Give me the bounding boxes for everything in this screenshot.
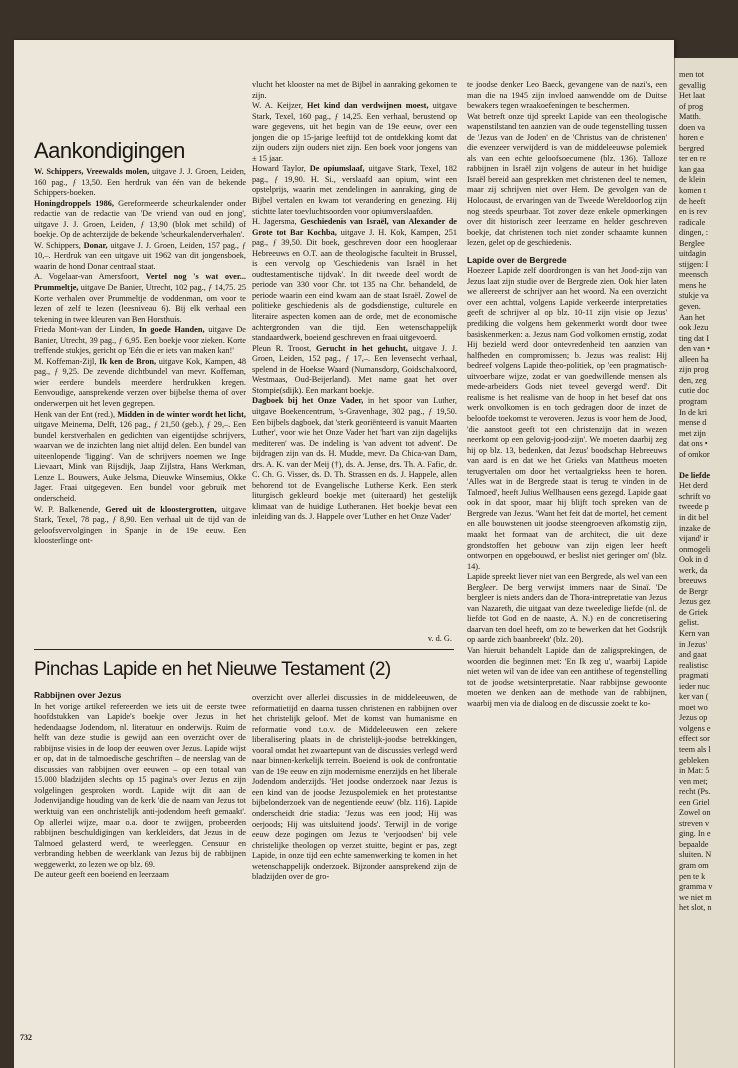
text-fragment: of omkor <box>679 449 710 459</box>
text-fragment: in Mat: 5 <box>679 766 710 776</box>
paragraph: A. Vogelaar-van Amersfoort, Vertel nog 's wat over... Prummeltje, uitgave De Banier, Utrecht, 102 pag., ƒ 14,75. 25 Korte verhalen over Prummeltje de voddenman, om voor te lezen of zelf te lezen (leesniveau 6). Bij elk verhaal een tekening in twee kleuren van Ben Horsthuis. <box>34 272 246 324</box>
paragraph: Howard Taylor, De opiumslaaf, uitgave Stark, Texel, 182 pag., ƒ 19,90. H. Si., verslaafd aan opium, wint een opstelprijs, waarin met zendelingen in aanraking, ging de Bijbel vertalen en kwam tot verandering en genezing. Hij stichtte later toevluchtsoorden voor opiumverslaafden. <box>252 164 457 216</box>
paragraph: Wat betreft onze tijd spreekt Lapide van een theologische wapenstilstand ten aanzien van de oude tegenstelling tussen de 'Jezus van de Joden' en de 'Christus van de christenen' die evenzeer verwijderd is van de middeleeuwse polemiek als van een echte geloofsoecumene (blz. 136). Talloze rabbijnen in Israël zijn volgens de auteur in het huidige Israël bereid aan gesprekken met christenen deel te nemen, maar zij schrijven niet over Hem. De gevolgen van de Holocaust, de ervaringen van de Tweede Wereldoorlog zijn nog steeds speurbaar. Tot zover deze enkele opmerkingen over dit historisch zeer leerzame en helder geschreven boekje, dat christenen toch niet zonder schaamte kunnen lezen, gelet op de geschiedenis. <box>467 111 667 248</box>
text-fragment: ven met; <box>679 776 708 786</box>
paragraph: Dagboek bij het Onze Vader, in het spoor van Luther, uitgave Boekencentrum, 's-Gravenhage, 302 pag., ƒ 19,50. Een bijbels dagboek, dat 'sterk georiënteerd is vanuit Maarten Luther', voor wie het Onze Vader het 'hart van zijn dagelijks mediteren' was. De indeling is 'van advent tot advent'. De bijdragen zijn van ds. H. Mudde, mevr. Da Chica-van Dam, drs. A. K. van der Meij (†), ds. A. Jense, drs. Th. A. Fafic, dr. C. Ch. G. Visser, ds. D. Th. Strassen en ds. J. Happele, allen behorend tot de Evangelische Lutherse Kerk. Een sterk liturgisch gekleurd boekje met (uiteraard) het gestelijk klimaat van de huidige Lutheranen. Het boekje bevat een inleiding van ds. J. Happele over 'Luther en het Onze Vader' <box>252 396 457 522</box>
subheading: Lapide over de Bergrede <box>467 254 567 265</box>
article-column-2 <box>252 693 457 1053</box>
text-fragment: ting dat I <box>679 333 709 343</box>
text-fragment: gebleken <box>679 755 709 765</box>
text-fragment: mens he <box>679 280 707 290</box>
text-fragment: cutie doc <box>679 386 710 396</box>
text-fragment: gramma v <box>679 882 713 892</box>
text-fragment: sluiten. N <box>679 850 712 860</box>
announcements-column-2 <box>252 80 457 640</box>
text-fragment: men tot <box>679 70 705 79</box>
text-fragment: tweede p <box>679 502 709 512</box>
magazine-page <box>14 40 674 1068</box>
text-fragment: De liefde <box>679 470 711 480</box>
text-fragment: werk, da <box>679 565 708 575</box>
text-fragment: Ook in d <box>679 555 709 565</box>
text-fragment: Jezus gez <box>679 597 711 607</box>
text-fragment: de klein <box>679 175 706 185</box>
text-fragment: meensch <box>679 270 709 280</box>
text-fragment: pragmati <box>679 671 709 681</box>
page-number: 732 <box>20 1033 32 1042</box>
paragraph: Pleun R. Troost, Gerucht in het gehucht, uitgave J. J. Groen, Leiden, 152 pag., ƒ 17,–. Een levensecht verhaal, spelend in de Hoekse Waard (Numansdorp, Goidschalxoord, Westmaas, Oud-Beijerland). Met name gaat het over Stompie(sdijk). Een markant boekje. <box>252 343 457 395</box>
text-fragment: Kern van <box>679 628 710 638</box>
next-page-edge <box>674 58 738 1068</box>
text-fragment: horen e <box>679 133 704 143</box>
paragraph: overzicht over allerlei discussies in de middeleeuwen, de reformatietijd en daarna tussen christenen en rabbijnen over het christelijk geloof. Met de komst van humanisme en reformatie vond t.o.v. de Middeleeuwen een zekere liberalisering plaats in de christelijk-joodse betrekkingen, vooral omdat het zwaartepunt van de discussies verlegd werd naar binnen-kerkelijk terrein. Boeiend is ook de confrontatie van de 19e eeuw en zijn modernisme enerzijds en het liberale Jodendom anderzijds. 'Het joodse onderzoek naar Jezus is een kind van de joodse Jezuspolemiek en het protestantse bijbelonderzoek van de negentiende eeuw' (blz. 116). Lapide onderscheidt drie stadia: 'Jezus was een jood; Hij was oerjoods; Hij was uitsluitend joods'. Terwijl in de vorige eeuw deze pogingen om Jezus te 'verjoodsen' bij vele christelijke theologen op verzet stuitte, begint er pas, zegt Lapide, in onze tijd een echte samenwerking te komen in het wetenschappelijk onderzoek. Bijzonder aansprekend zijn de bladzijden over de gro- <box>252 693 457 882</box>
text-fragment: Het laat <box>679 91 706 101</box>
text-fragment: Aan het <box>679 312 706 322</box>
text-fragment: uitdagin <box>679 249 707 259</box>
text-fragment: schrift vo <box>679 491 711 501</box>
text-fragment: inzake de <box>679 523 711 533</box>
paragraph: In het vorige artikel refereerden we iets uit de eerste twee hoofdstukken van Lapide's boekje over Jezus in het hedendaagse Jodendom, nl. literatuur en onderwijs. Ruim de helft van deze studie is gewijd aan een overzicht over de rabbijnse visies in de loop der eeuwen over Jezus. Lapide wijst er op, dat in de talmoedische geschriften – de neerslag van de discussies van rabbijnen over eeuwen – op een totaal van 15.000 bladzijden slechts op 15 pagina's over Jezus en zijn volgelingen gesproken wordt. Lapide wijt dit aan de Jodenvijandige houding van de kerk 'die de naam van Jezus tot werktuig van een onchristelijk anti-jodendom heeft gemaakt'. Op allerlei wijze, maar o.a. door te zwijgen, probeerden rabbijnen beschuldigingen van kerkleiders, dat Jezus in de Talmoed gelasterd werd, te weerleggen. Censuur en verbranding hebben de weerklank van Jezus bij de rabbijnen weggewerkt, zo lezen we op blz. 69. <box>34 701 246 869</box>
text-fragment: ter en re <box>679 154 707 164</box>
paragraph: Van hieruit behandelt Lapide dan de zaligsprekingen, de woorden die beginnen met: 'En Ik zeg u', waarbij Lapide niet weten wil van de idee van een antithese of tegenstelling tot de joodse wetsinterpretatie. Naar rabbijnse gewoonte moeten we denken aan de methode van de rabbijnen, waarbij men via de dialoog en de discussie zoekt te ko- <box>467 645 667 708</box>
signature: v. d. G. <box>427 634 452 643</box>
text-fragment: Matth. <box>679 112 701 122</box>
text-fragment: doen va <box>679 122 706 132</box>
paragraph: De auteur geeft een boeiend en leerzaam <box>34 870 169 880</box>
paragraph: H. Jagersma, Geschiedenis van Israël, van Alexander de Grote tot Bar Kochba, uitgave J. H. Kok, Kampen, 251 pag., ƒ 39,50. Dit boek, geschreven door een hoogleraar Hebreeuws en O.T. aan de theologische faculteit in Brussel, is een vervolg op 'Geschiedenis van Israël in het oudtestamentische tijdvak'. In dit tweede deel wordt de periode van 330 voor Chr. tot 135 na Chr. behandeld, de periode waarin een eind kwam aan de staat Israël. Zowel de politieke geschiedenis als de godsdienstige, culturele en literaire aspecten komen aan de orde, met de economische achtergronden van die tijd. Een wetenschappelijk standaardwerk, boeiend geschreven en fraai uitgevoerd. <box>252 217 457 343</box>
article-title: Pinchas Lapide en het Nieuwe Testament (2) <box>34 659 391 680</box>
text-fragment: in dit bel <box>679 512 709 522</box>
paragraph: vlucht het klooster na met de Bijbel in aanraking gekomen te zijn. <box>252 80 457 100</box>
paragraph: W. P. Balkenende, Gered uit de kloostergrotten, uitgave Stark, Texel, 78 pag., ƒ 8,90. Een verhaal uit de tijd van de geloofsvervolgingen in Spanje in de 19e eeuw. Een kloosterlinge ont- <box>34 504 246 546</box>
article-top-column-3 <box>467 80 667 1055</box>
text-fragment: geven. <box>679 302 701 312</box>
text-fragment: Het derd <box>679 481 708 491</box>
article-column-1 <box>34 690 246 1060</box>
next-page-text-fragments <box>675 58 738 914</box>
text-fragment: de Bergr <box>679 586 708 596</box>
text-fragment: In de kri <box>679 407 708 417</box>
paragraph: Henk van der Ent (red.), Midden in de winter wordt het licht, uitgave Meinema, Delft, 126 pag., ƒ 21,50 (geb.), ƒ 29,–. Een bundel kerstverhalen en gedichten van eigentijdse schrijvers, waarvan we de inzichten lang niet altijd delen. Een bundel van uiteenlopende 'ligging'. Van de schrijvers noemen we Inge Lievaart, Mink van Rijsdijk, Jaap Zijlstra, Hans Werkman, Lenze L. Bouwers, Auke Jelsma, Dieuwke Winsemius, Okke Jager. Fraai uitgegeven. Een bundel voor gebruik met onderscheid. <box>34 409 246 503</box>
text-fragment: stukje va <box>679 291 709 301</box>
text-fragment: volgens e <box>679 723 711 733</box>
text-fragment: komen t <box>679 186 706 196</box>
paragraph: Lapide spreekt liever niet van een Bergrede, als wel van een Bergleer. De berg verwijst immers naar de Sinaï. 'De bergleer is niets anders dan de Thora-intrepretatie van Jezus van Nazareth, die uitgaat van deze tweeledige liefde (nl. de liefde tot God en de naaste, A. N.) en de concretisering daarvan ten doel heeft, om zo te bewerken dat het Godsrijk op aarde zich baanbreekt' (blz. 20). <box>467 572 667 645</box>
text-fragment: zijn prog <box>679 365 709 375</box>
paragraph: Honingdroppels 1986, Gereformeerde scheurkalender onder redactie van de redactie van 'De vriend van oud en jong', uitgave J. J. Groen, Leiden, ƒ 13,90 (blok met schild) of boekje. Op de achterzijde de bekende 'scheurkalenderverhalen'. <box>34 198 246 240</box>
paragraph: W. A. Keijzer, Het kind dan verdwijnen moest, uitgave Stark, Texel, 160 pag., ƒ 14,25. Een verhaal, berustend op ware gegevens, uit het begin van de 19e eeuw, over een jongen die op 15-jarige leeftijd tot de ontdekking komt dat zijn ouders zijn ouders niet zijn. Een boek voor jongens van ± 15 jaar. <box>252 101 457 163</box>
text-fragment: vijand' ir <box>679 534 709 544</box>
paragraph: Hoezeer Lapide zelf doordrongen is van het Jood-zijn van Jezus laat zijn studie over de Bergrede zien. Ook hier laten we allereerst de schrijver aan het woord. Na een overzicht over een achttal, volgens Lapide verkeerde interpretaties geeft de schrijver al op blz. 10-11 zijn visie op Jezus' prediking die volgens hem gekenmerkt wordt door twee basiskenmerken: a. Jezus nam God volkomen ernstig, zodat Hij bezield werd door ontevredenheid ten aanzien van halfheden en compromissen; b. Jezus was realist: Hij bedreef volgens Lapide theo-politiek, op 'een pragmatisch-uitvoerbare wijze, zodat er van goedwillende mensen als mede-arbeiders Gods niet teveel gevergd werd'. Dit realisme is het realisme van de hoop in het besef dat ons werk onvolkomen is en toch gedragen door de inzet de beloofde toekomst te veroveren. Jezus is voor hem de Jood, 'die aanstoot geeft tot een christenzijn dat in wezen neerkomt op een gelovig-jood-zijn'. We moeten daarbij zeg hij op blz. 13, bedenken, dat Jezus' boodschap Hebreeuws van aard is en dat we het Grieks van Mattheus moeten terugvertalen om door het vertaalgriekss heen te horen. 'Alles wat in de Bergrede staat is terug te vinden in de Talmoed', heeft Julius Wellhausen eens gezegd. Lapide gaat ook in dat spoor, maar hij blijft toch spreken van de Bergrede van Jezus. 'Want het feit dat de mortel, het cement en alle bouwstenen uit joodse steengroeven afkomstig zijn, maakt het formaat van de architect, die uit deze grondstoffen het gebouw van zijn eigen leer heeft ontworpen en opgebouwd, er beslist niet geringer om' (blz. 14). <box>467 266 667 571</box>
text-fragment: bergred <box>679 143 705 153</box>
paragraph: te joodse denker Leo Baeck, gevangene van de nazi's, een man die na 1945 zijn invloed aanwendde om de Duitse bewakers tegen wraakoefeningen te beschermen. <box>467 80 667 111</box>
text-fragment: gevallig <box>679 80 706 90</box>
text-fragment: ker van ( <box>679 692 709 702</box>
text-fragment: realistisc <box>679 660 709 670</box>
text-fragment: de Griek <box>679 607 708 617</box>
text-fragment: and gaat <box>679 650 707 660</box>
text-fragment: ieder nuc <box>679 681 710 691</box>
text-fragment: in Jezus' <box>679 639 707 649</box>
paragraph: M. Koffeman-Zijl, Ik ken de Bron, uitgave Kok, Kampen, 48 pag., ƒ 9,25. De zevende dichtbundel van mevr. Koffeman, wier eerdere bundels meerdere herdrukken kregen. Eenvoudige, aansprekende verzen over bijbelse thema of over onderwerpen uit het leven gegrepen. <box>34 356 246 409</box>
text-fragment: ook Jezu <box>679 323 709 333</box>
text-fragment: kan gaa <box>679 164 705 174</box>
text-fragment: de heeft <box>679 196 706 206</box>
text-fragment: breeuws <box>679 576 707 586</box>
text-fragment: en is rev <box>679 207 708 217</box>
text-fragment: recht (Ps. <box>679 787 711 797</box>
text-fragment: moet wo <box>679 702 708 712</box>
text-fragment: Jezus op <box>679 713 708 723</box>
text-fragment: alleen ha <box>679 354 709 364</box>
text-fragment: we niet m <box>679 892 712 902</box>
section-title: Aankondigingen <box>34 138 185 163</box>
text-fragment: mense d <box>679 418 707 428</box>
text-fragment: streven v <box>679 818 710 828</box>
text-fragment: gelist. <box>679 618 700 628</box>
paragraph: W. Schippers, Vreewalds molen, uitgave J. J. Groen, Leiden, 160 pag., ƒ 13,50. Een herdruk van één van de bekende Schippers-boeken. <box>34 167 246 198</box>
paragraph: Frieda Mont-van der Linden, In goede Handen, uitgave De Banier, Utrecht, 39 pag., ƒ 6,95. Een boekje voor zieken. Korte treffende stukjes, gericht op 'Eén die er iets van maken kan!' <box>34 325 246 356</box>
text-fragment: den, zeg <box>679 375 707 385</box>
text-fragment: dingen, : <box>679 228 709 238</box>
text-fragment: den van • <box>679 344 711 354</box>
text-fragment: pen te k <box>679 871 706 881</box>
section-divider <box>34 649 454 650</box>
subheading: Rabbijnen over Jezus <box>34 690 122 700</box>
text-fragment: ging. In e <box>679 829 711 839</box>
text-fragment: dat ons • <box>679 439 708 449</box>
text-fragment: Zowel on <box>679 808 711 818</box>
text-fragment <box>679 460 738 471</box>
text-fragment: program <box>679 396 708 406</box>
text-fragment: stijgen: I <box>679 259 709 269</box>
text-fragment: effect sor <box>679 734 710 744</box>
text-fragment: radicale <box>679 217 706 227</box>
text-fragment: Berglee <box>679 238 705 248</box>
text-fragment: onmogeli <box>679 544 711 554</box>
text-fragment: met zijn <box>679 428 706 438</box>
announcements-column-1 <box>34 167 246 617</box>
text-fragment: of prog <box>679 101 704 111</box>
text-fragment: bepaalde <box>679 839 709 849</box>
text-fragment: het slot, n <box>679 903 712 913</box>
text-fragment: een Griel <box>679 797 710 807</box>
text-fragment: teem als l <box>679 745 711 754</box>
text-fragment: gram om <box>679 861 709 871</box>
paragraph: W. Schippers, Donar, uitgave J. J. Groen, Leiden, 157 pag., ƒ 10,–. Herdruk van een uitgave uit 1962 van dit jongensboek, waarin de hond Donar centraal staat. <box>34 240 246 271</box>
